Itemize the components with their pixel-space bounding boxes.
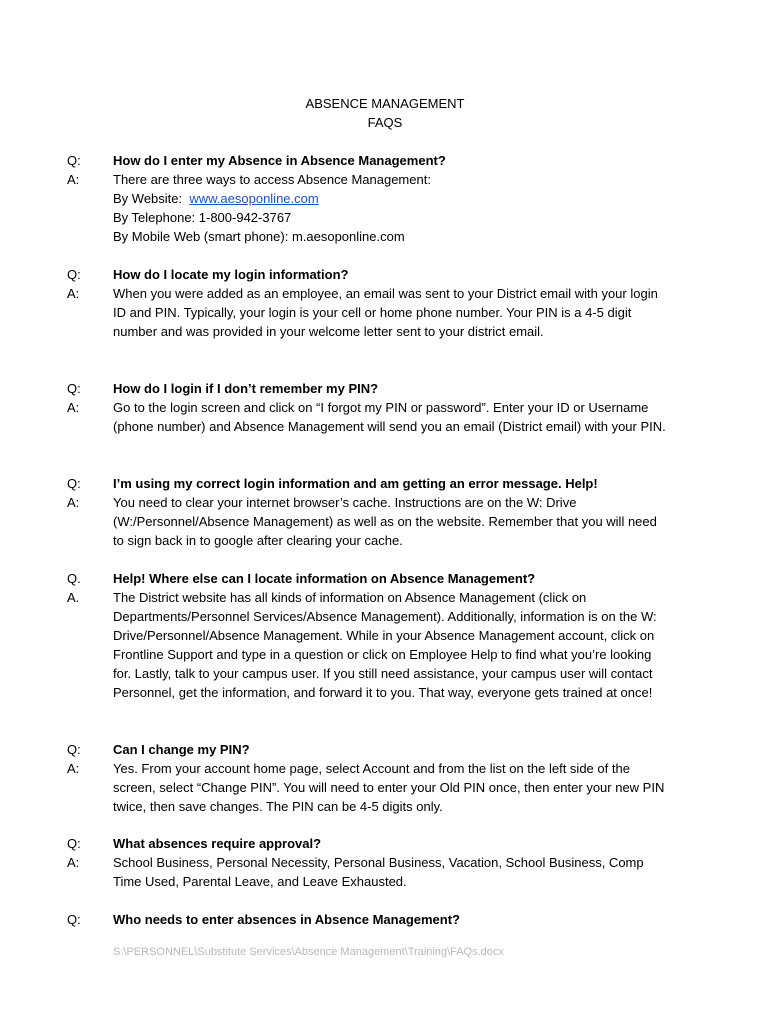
question-row — [67, 379, 667, 398]
question-tag: Q: — [67, 912, 81, 927]
faq-item-4 — [67, 474, 667, 550]
answer-text: Go to the login screen and click on “I forgot my PIN or password”. Enter your ID or Username (phone number) and Absence Management will send you an email (District email) with your PIN. — [113, 400, 666, 434]
question-row — [67, 569, 667, 588]
question-row — [67, 740, 667, 759]
question-text: Can I change my PIN? — [113, 742, 250, 757]
faq-item-2 — [67, 265, 667, 341]
answer-row — [67, 284, 667, 341]
answer-tag: A: — [67, 400, 80, 415]
faq-item-3 — [67, 379, 667, 436]
answer-text: The District website has all kinds of information on Absence Management (click on Departments/Personnel Services/Absence Management). Additionally, information is on the W: Drive/Personnel/Absence Management. While in your Absence Management account, click on Frontline Support and type in a question or click on Employee Help to find what you’re looking for. Lastly, talk to your campus user. If you still need assistance, your campus user will contact Personnel, get the information, and forward it to you. That way, everyone gets trained at once! — [113, 590, 657, 700]
question-row — [67, 910, 667, 929]
answer-text: You need to clear your internet browser’s cache. Instructions are on the W: Drive (W:/Personnel/Absence Management) as well as on the website. Remember that you will need to sign back in to google after clearing your cache. — [113, 495, 657, 548]
answer-tag: A: — [67, 286, 80, 301]
document-subtitle: FAQS — [367, 115, 403, 130]
answer-tag: A: — [67, 855, 80, 870]
answer-row — [67, 398, 667, 436]
faq-item-7 — [67, 834, 667, 891]
answer-tag: A. — [67, 590, 80, 605]
website-line — [113, 189, 667, 208]
footer-file-path: S:\PERSONNEL\Substitute Services\Absence Management\Training\FAQs.docx — [113, 946, 504, 958]
website-link[interactable]: www.aesoponline.com — [189, 191, 319, 206]
answer-text: When you were added as an employee, an email was sent to your District email with your login ID and PIN. Typically, your login is your cell or home phone number. Your PIN is a 4-5 digit number and was provided in your welcome letter sent to your district email. — [113, 286, 658, 339]
question-text: Help! Where else can I locate information on Absence Management? — [113, 571, 536, 586]
faq-item-6 — [67, 740, 667, 816]
answer-row — [67, 853, 667, 891]
answer-text — [113, 170, 667, 246]
question-text: Who needs to enter absences in Absence Management? — [113, 912, 460, 927]
answer-intro: There are three ways to access Absence Management: — [113, 172, 431, 187]
answer-tag: A: — [67, 172, 80, 187]
question-text: How do I enter my Absence in Absence Management? — [113, 153, 446, 168]
question-row — [67, 474, 667, 493]
question-text: What absences require approval? — [113, 836, 322, 851]
answer-tag: A: — [67, 761, 80, 776]
question-tag: Q: — [67, 742, 81, 757]
question-text: How do I login if I don’t remember my PIN? — [113, 381, 379, 396]
question-tag: Q: — [67, 153, 81, 168]
mobile-line: By Mobile Web (smart phone): m.aesoponline.com — [113, 229, 405, 244]
faq-item-1 — [67, 151, 667, 246]
question-text: How do I locate my login information? — [113, 267, 349, 282]
answer-text: School Business, Personal Necessity, Personal Business, Vacation, School Business, Comp Time Used, Parental Leave, and Leave Exhausted. — [113, 855, 644, 889]
question-row — [67, 265, 667, 284]
question-tag: Q: — [67, 381, 81, 396]
question-row — [67, 834, 667, 853]
document-title: ABSENCE MANAGEMENT — [305, 96, 465, 111]
faq-item-5 — [67, 569, 667, 702]
website-label: By Website: — [113, 191, 183, 206]
answer-row — [67, 170, 667, 246]
question-tag: Q: — [67, 476, 81, 491]
question-tag: Q. — [67, 571, 81, 586]
answer-row — [67, 493, 667, 550]
answer-tag: A: — [67, 495, 80, 510]
question-tag: Q: — [67, 267, 81, 282]
telephone-line: By Telephone: 1-800-942-3767 — [113, 210, 292, 225]
answer-row — [67, 759, 667, 816]
answer-row — [67, 588, 667, 702]
answer-text: Yes. From your account home page, select Account and from the list on the left side of the screen, select “Change PIN”. You will need to enter your Old PIN once, then enter your new PIN twice, then save changes. The PIN can be 4-5 digits only. — [113, 761, 665, 814]
question-tag: Q: — [67, 836, 81, 851]
question-text: I’m using my correct login information and am getting an error message. Help! — [113, 476, 598, 491]
question-row — [67, 151, 667, 170]
faq-item-8 — [67, 910, 667, 929]
